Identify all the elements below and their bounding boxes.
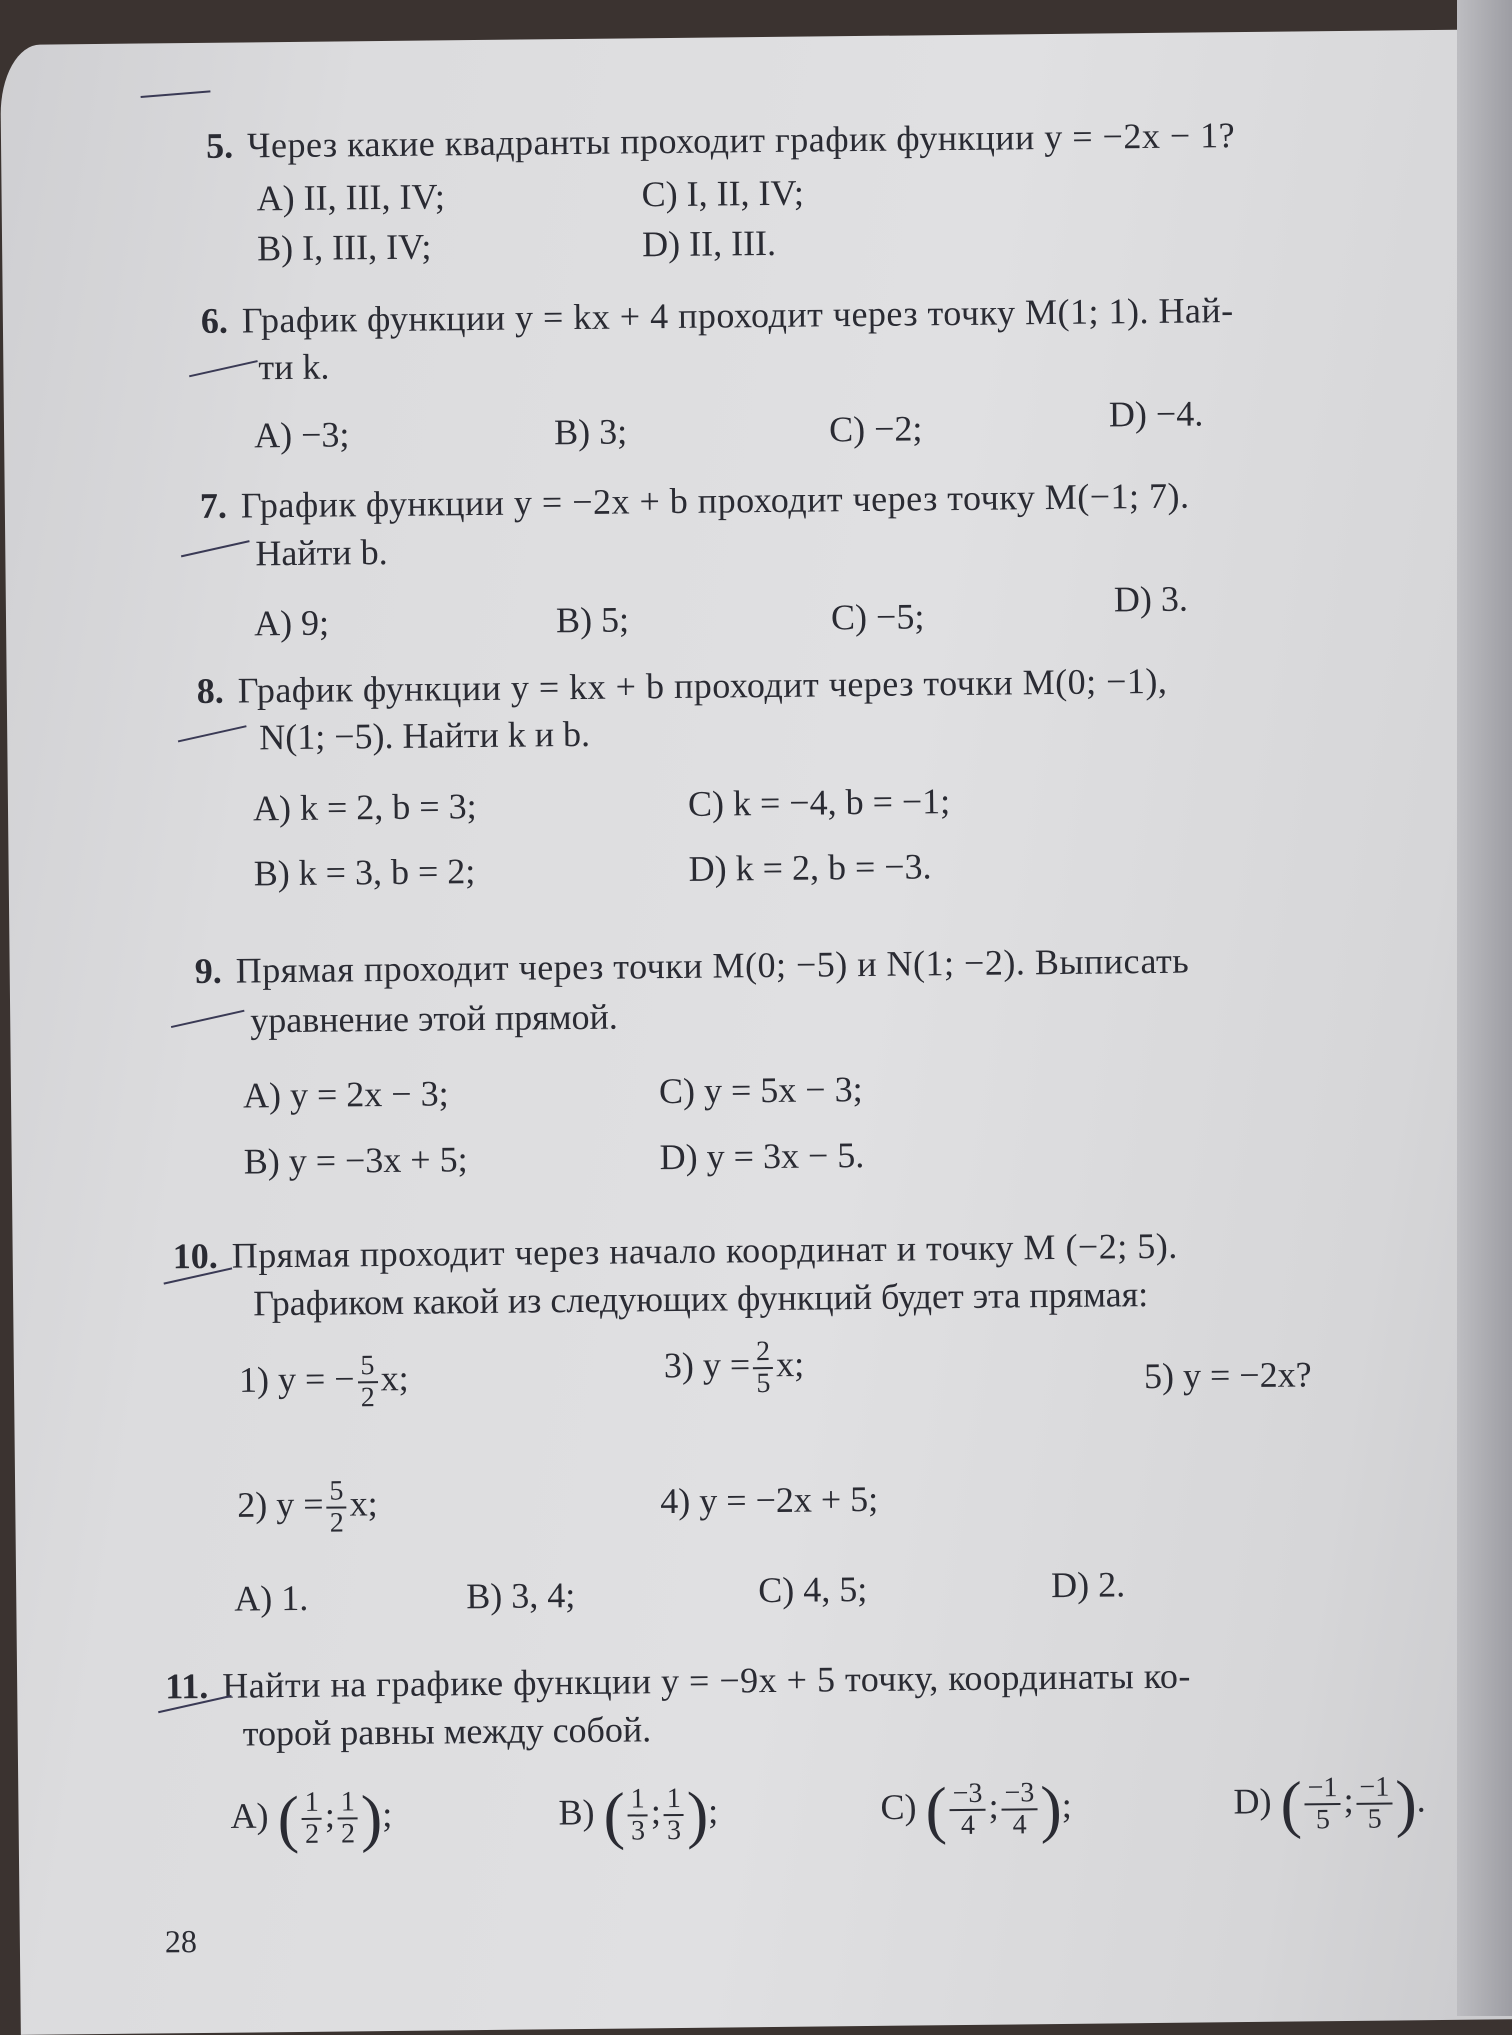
option-a [230, 1781, 392, 1857]
function-text: 3) y = [663, 1344, 751, 1386]
question-text: График функции y = kx + 4 проходит через точку M(1; 1). Най- [241, 290, 1234, 341]
option-b: B) y = −3x + 5; [243, 1139, 468, 1182]
question-7-continued: Найти b. [255, 531, 388, 574]
option-d [1233, 1766, 1426, 1842]
option-a: A) −3; [253, 414, 350, 456]
function-2 [237, 1476, 378, 1539]
separator: ; [1343, 1780, 1354, 1821]
denominator: 4 [960, 1809, 976, 1842]
option-b [558, 1778, 718, 1854]
textbook-page [0, 29, 1512, 2035]
function-text: x; [380, 1358, 409, 1399]
denominator: 2 [329, 1507, 344, 1539]
question-text: Прямая проходит через точки M(0; −5) и N(1; −2). Выписать [235, 940, 1190, 991]
question-number: 11. [164, 1665, 209, 1707]
fraction-y [1356, 1773, 1392, 1835]
left-paren: ( [925, 1774, 948, 1846]
fraction-y [664, 1784, 685, 1846]
numerator: −3 [1001, 1778, 1037, 1810]
fraction-y [338, 1787, 359, 1849]
denominator: 5 [1315, 1804, 1331, 1836]
question-text: Через какие квадранты проходит график функции y = −2x − 1? [246, 115, 1236, 166]
question-number: 5. [205, 125, 234, 166]
terminator: . [1416, 1779, 1426, 1820]
function-3 [664, 1337, 805, 1400]
left-paren: ( [603, 1779, 626, 1851]
question-text: График функции y = −2x + b проходит через точку M(−1; 7). [240, 475, 1190, 526]
option-b: B) 3, 4; [466, 1575, 576, 1617]
denominator: 5 [1367, 1803, 1382, 1835]
denominator: 3 [666, 1814, 682, 1847]
left-paren: ( [277, 1782, 300, 1855]
pencil-mark [189, 360, 258, 377]
option-label: B) [558, 1792, 595, 1833]
question-8 [197, 658, 1168, 714]
option-a: A) 1. [234, 1577, 309, 1619]
fraction [326, 1476, 347, 1538]
fraction-x [950, 1779, 986, 1841]
fraction-x [628, 1784, 649, 1846]
option-b: B) 3; [553, 411, 628, 453]
numerator: 2 [753, 1337, 773, 1369]
option-b: B) I, III, IV; [256, 226, 432, 269]
page-number: 28 [164, 1923, 198, 1960]
numerator: 1 [302, 1788, 322, 1820]
option-d: D) −4. [1108, 393, 1204, 435]
denominator: 2 [360, 1382, 375, 1414]
question-text: Найти на графике функции y = −9x + 5 точку, координаты ко- [222, 1655, 1192, 1706]
denominator: 3 [630, 1815, 646, 1847]
question-5 [206, 112, 1236, 169]
option-c: C) −5; [830, 596, 925, 638]
option-label: D) [1233, 1781, 1272, 1822]
question-8-continued: N(1; −5). Найти k и b. [259, 713, 591, 758]
fraction-x [1304, 1773, 1340, 1835]
question-6-continued: ти k. [258, 346, 330, 388]
function-text: 1) y = − [238, 1358, 355, 1400]
question-11 [165, 1653, 1191, 1710]
fraction-x [302, 1788, 323, 1850]
numerator: 5 [326, 1476, 346, 1508]
option-c: C) y = 5x − 3; [658, 1069, 863, 1112]
denominator: 2 [304, 1818, 320, 1850]
fraction [357, 1351, 378, 1413]
numerator: 1 [338, 1787, 358, 1819]
question-10 [172, 1223, 1178, 1280]
numerator: −1 [1304, 1773, 1340, 1805]
option-c: C) I, II, IV; [641, 172, 805, 215]
separator: ; [324, 1794, 336, 1835]
option-a: A) y = 2x − 3; [242, 1073, 449, 1116]
question-7 [200, 473, 1190, 529]
option-b: B) k = 3, b = 2; [253, 851, 476, 894]
option-a: A) 9; [253, 602, 330, 644]
question-11-continued: торой равны между собой. [242, 1709, 652, 1754]
option-c: C) k = −4, b = −1; [687, 781, 951, 824]
function-text: x; [349, 1483, 378, 1524]
option-d: D) II, III. [641, 222, 777, 265]
option-d: D) 2. [1050, 1564, 1126, 1606]
numerator: −3 [950, 1779, 986, 1811]
terminator: ; [381, 1794, 393, 1835]
numerator: 5 [357, 1351, 377, 1383]
numerator: 1 [628, 1784, 648, 1816]
option-d: D) 3. [1113, 578, 1189, 620]
option-b: B) 5; [555, 599, 630, 641]
option-label: C) [880, 1786, 917, 1828]
question-6 [201, 287, 1234, 344]
question-text: График функции y = kx + b проходит через точки M(0; −1), [237, 660, 1168, 711]
pencil-mark [178, 725, 247, 742]
option-label: A) [230, 1795, 269, 1836]
option-a: A) II, III, IV; [256, 176, 446, 219]
terminator: ; [707, 1790, 719, 1831]
question-9-continued: уравнение этой прямой. [250, 996, 618, 1041]
option-c: C) −2; [828, 408, 923, 450]
numerator: −1 [1356, 1773, 1392, 1805]
option-a: A) k = 2, b = 3; [252, 786, 477, 829]
option-c: C) 4, 5; [758, 1569, 868, 1611]
function-text: x; [775, 1343, 805, 1385]
fraction-y [1001, 1778, 1037, 1840]
question-number: 9. [194, 950, 222, 992]
left-paren: ( [1280, 1768, 1303, 1840]
question-number: 10. [172, 1235, 218, 1277]
function-5: 5) y = −2x? [1143, 1354, 1312, 1397]
denominator: 4 [1012, 1809, 1027, 1841]
page-content [0, 29, 1512, 2035]
fraction [753, 1337, 774, 1399]
pencil-mark [171, 1010, 245, 1028]
numerator: 1 [664, 1784, 684, 1816]
right-paren: ) [1040, 1772, 1063, 1845]
option-d: D) y = 3x − 5. [659, 1135, 865, 1178]
denominator: 5 [756, 1368, 771, 1400]
pencil-mark [181, 540, 250, 557]
option-d: D) k = 2, b = −3. [688, 846, 932, 889]
option-c [880, 1772, 1072, 1848]
question-number: 7. [199, 485, 228, 526]
function-1 [239, 1351, 409, 1415]
function-text: 2) y = [237, 1483, 324, 1525]
right-paren: ) [686, 1778, 709, 1850]
separator: ; [650, 1791, 662, 1832]
question-10-continued: Графиком какой из следующих функций будет эта прямая: [252, 1274, 1149, 1324]
terminator: ; [1061, 1785, 1072, 1826]
question-number: 8. [196, 670, 224, 711]
question-9 [194, 938, 1189, 994]
separator: ; [988, 1785, 999, 1827]
pencil-mark [141, 90, 211, 98]
right-paren: ) [360, 1782, 383, 1854]
book-spine [1457, 0, 1512, 2016]
right-paren: ) [1395, 1767, 1418, 1839]
question-text: Прямая проходит через начало координат и точку M (−2; 5). [231, 1225, 1178, 1276]
function-4: 4) y = −2x + 5; [660, 1478, 879, 1522]
question-number: 6. [200, 300, 229, 341]
denominator: 2 [340, 1818, 356, 1850]
